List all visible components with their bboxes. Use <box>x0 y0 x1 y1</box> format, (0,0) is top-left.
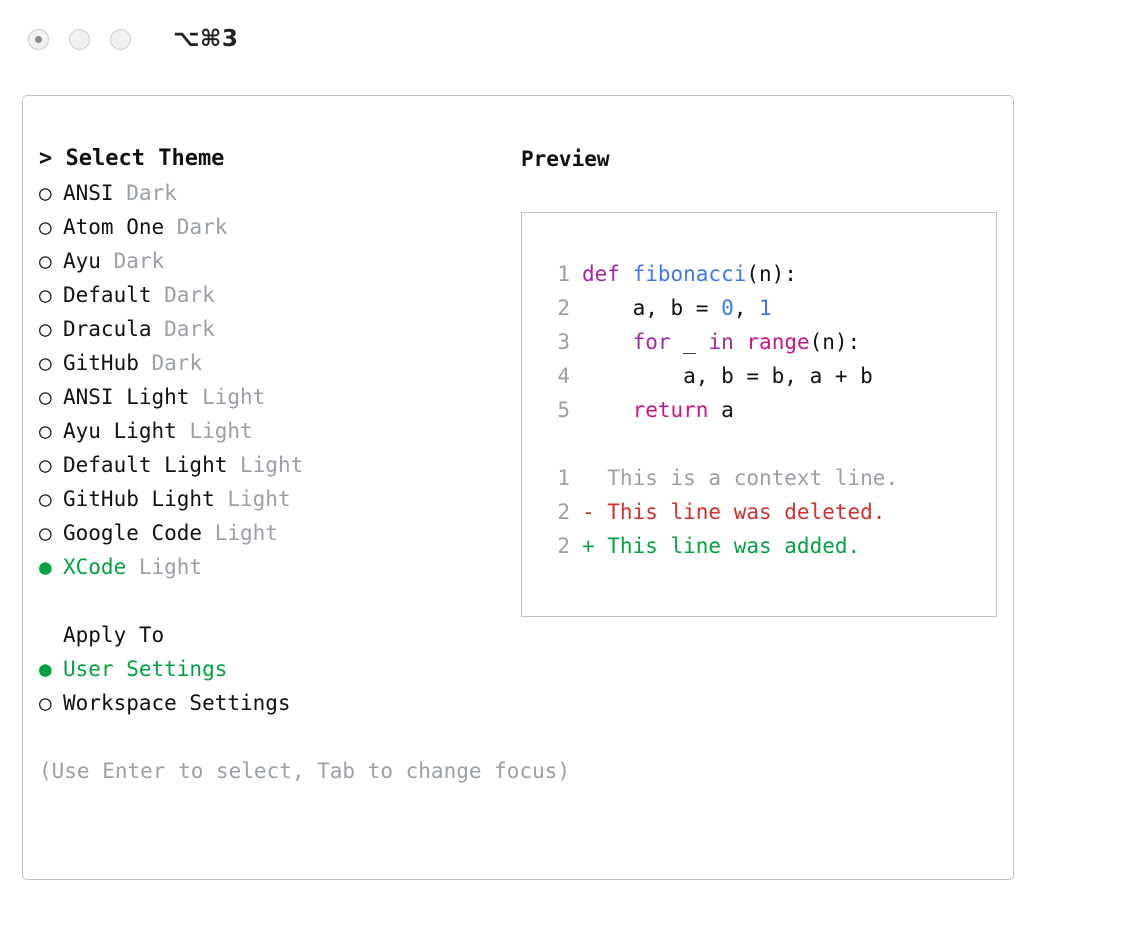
diff-line <box>540 461 996 495</box>
preview-diff <box>540 461 996 563</box>
theme-name: Google Code <box>63 521 215 545</box>
theme-name: GitHub <box>63 351 152 375</box>
code-token <box>582 398 633 422</box>
theme-variant: Light <box>138 555 203 579</box>
theme-variant: Dark <box>113 249 165 273</box>
preview-gap <box>540 427 996 461</box>
radio-unselected-icon: ○ <box>39 215 52 239</box>
preview-box <box>521 212 997 617</box>
line-number: 2 <box>557 500 570 524</box>
code-token: def <box>582 262 633 286</box>
code-token: a, b = <box>582 296 722 320</box>
window-shortcut-label: ⌥⌘3 <box>173 26 239 52</box>
theme-variant: Dark <box>126 181 177 205</box>
preview-column <box>501 142 1013 879</box>
code-line <box>540 359 996 393</box>
code-token: _ <box>670 330 709 354</box>
window-dot-1[interactable] <box>28 29 49 50</box>
keyboard-hint: (Use Enter to select, Tab to change focus) <box>39 759 571 783</box>
theme-variant: Light <box>214 521 278 545</box>
preview-code <box>540 257 996 427</box>
radio-selected-icon: ● <box>39 657 52 681</box>
code-token: 1 <box>759 296 772 320</box>
theme-list-item[interactable] <box>39 346 501 380</box>
diff-text: - This line was deleted. <box>582 500 886 524</box>
theme-name: Atom One <box>63 215 177 239</box>
page-title: > Select Theme <box>39 146 225 171</box>
line-number: 4 <box>557 364 570 388</box>
line-number: 3 <box>557 330 570 354</box>
theme-list-item[interactable] <box>39 210 501 244</box>
theme-name: Ayu <box>63 249 114 273</box>
radio-unselected-icon: ○ <box>39 487 52 511</box>
theme-name: Ayu Light <box>63 419 190 443</box>
code-line <box>540 325 996 359</box>
theme-list <box>39 176 501 584</box>
theme-list-item[interactable] <box>39 414 501 448</box>
line-number: 1 <box>557 262 570 286</box>
radio-unselected-icon: ○ <box>39 419 52 443</box>
theme-variant: Dark <box>176 215 228 239</box>
code-token: 0 <box>721 296 734 320</box>
code-line <box>540 257 996 291</box>
code-token <box>582 330 633 354</box>
code-token: (n): <box>746 262 797 286</box>
theme-name: Default <box>63 283 165 307</box>
code-token: a, b = b, a + b <box>582 364 873 388</box>
code-line <box>540 291 996 325</box>
code-token: in <box>708 330 734 354</box>
apply-to-label: Apply To <box>63 623 165 647</box>
window-dot-2[interactable] <box>69 29 90 50</box>
radio-unselected-icon: ○ <box>39 521 52 545</box>
apply-to-option[interactable] <box>39 652 501 686</box>
diff-line <box>540 529 996 563</box>
line-number: 2 <box>557 534 570 558</box>
code-token: fibonacci <box>632 262 747 286</box>
theme-name: Default Light <box>63 453 241 477</box>
theme-selector-panel <box>22 95 1014 880</box>
theme-variant: Light <box>240 453 304 477</box>
theme-name: GitHub Light <box>63 487 228 511</box>
diff-line <box>540 495 996 529</box>
radio-unselected-icon: ○ <box>39 249 52 273</box>
theme-list-item[interactable] <box>39 312 501 346</box>
theme-list-item[interactable] <box>39 278 501 312</box>
radio-unselected-icon: ○ <box>39 317 52 341</box>
theme-name: XCode <box>63 555 139 579</box>
code-token: (n): <box>809 330 861 354</box>
theme-name: ANSI Light <box>63 385 203 409</box>
diff-text: This is a context line. <box>582 466 899 490</box>
theme-list-item[interactable] <box>39 482 501 516</box>
theme-variant: Dark <box>151 351 203 375</box>
code-line <box>540 393 996 427</box>
theme-list-item[interactable] <box>39 516 501 550</box>
code-token: range <box>746 330 810 354</box>
list-spacer <box>39 584 501 618</box>
line-number: 5 <box>557 398 570 422</box>
code-token: , <box>733 296 760 320</box>
radio-unselected-icon: ○ <box>39 385 52 409</box>
code-token: a <box>708 398 734 422</box>
window-dot-3[interactable] <box>110 29 131 50</box>
apply-to-option[interactable] <box>39 686 501 720</box>
theme-variant: Light <box>202 385 266 409</box>
apply-to-option-label: Workspace Settings <box>63 691 291 715</box>
line-number: 2 <box>557 296 570 320</box>
code-token: return <box>632 398 709 422</box>
radio-selected-icon: ● <box>39 555 52 579</box>
theme-variant: Dark <box>164 283 215 307</box>
diff-text: + This line was added. <box>582 534 861 558</box>
radio-unselected-icon: ○ <box>39 283 52 307</box>
radio-unselected-icon: ○ <box>39 181 52 205</box>
code-token: for <box>632 330 671 354</box>
radio-unselected-icon: ○ <box>39 691 52 715</box>
window-dot-1-inner <box>35 36 42 43</box>
radio-unselected-icon: ○ <box>39 453 52 477</box>
line-number: 1 <box>557 466 570 490</box>
theme-variant: Light <box>189 419 253 443</box>
apply-to-option-label: User Settings <box>63 657 228 681</box>
theme-list-item[interactable] <box>39 550 501 584</box>
theme-list-item[interactable] <box>39 380 501 414</box>
theme-list-item[interactable] <box>39 448 501 482</box>
code-token <box>734 330 747 354</box>
theme-variant: Dark <box>164 317 215 341</box>
preview-title: Preview <box>521 147 610 171</box>
window-titlebar <box>0 0 1140 78</box>
apply-to-list <box>39 652 501 720</box>
theme-list-item[interactable] <box>39 176 501 210</box>
theme-variant: Light <box>227 487 291 511</box>
theme-name: Dracula <box>63 317 165 341</box>
radio-unselected-icon: ○ <box>39 351 52 375</box>
theme-name: ANSI <box>63 181 127 205</box>
theme-list-item[interactable] <box>39 244 501 278</box>
